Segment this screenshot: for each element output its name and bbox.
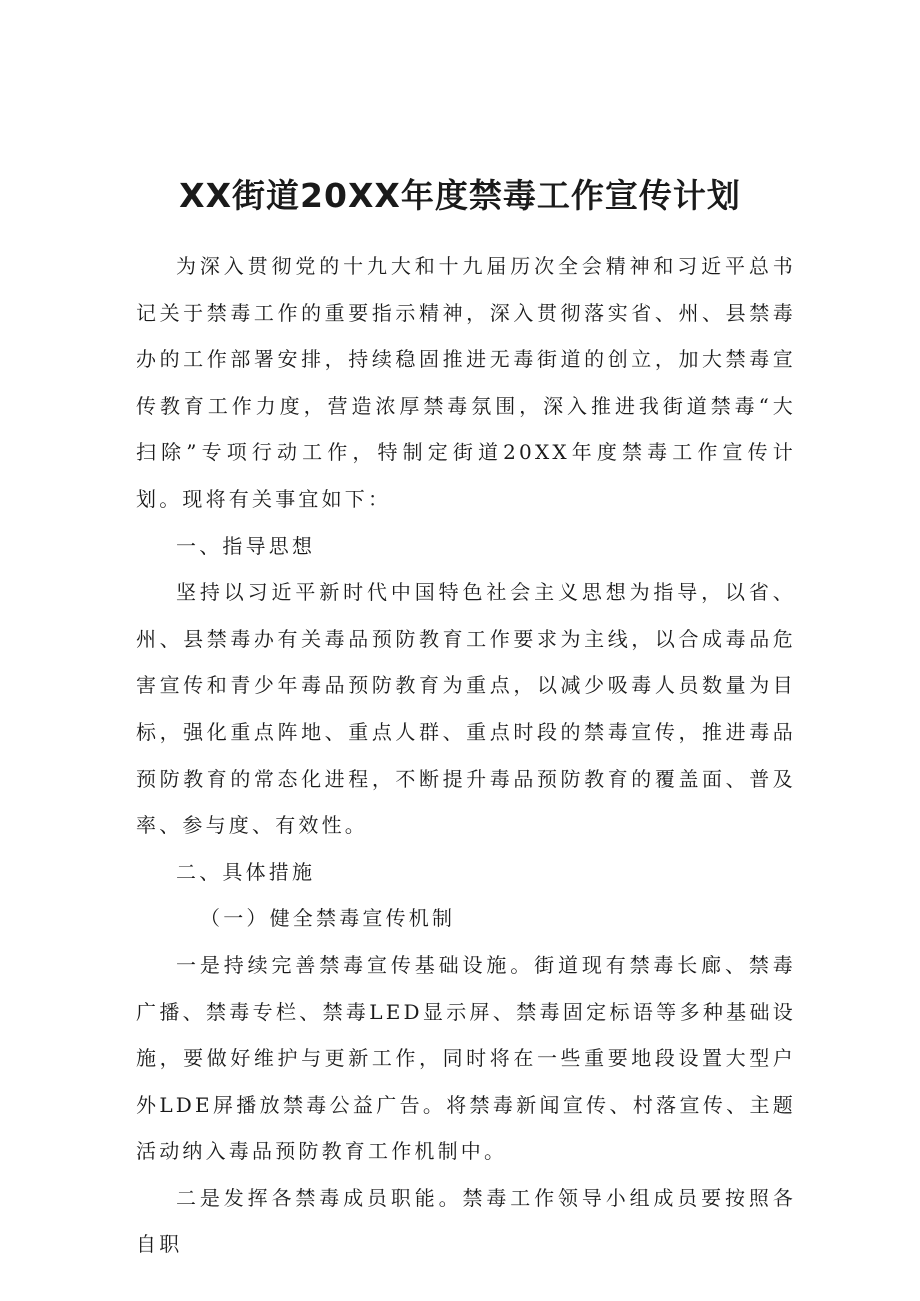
document-body bbox=[136, 243, 796, 1268]
document-title: XX街道20XX年度禁毒工作宣传计划 bbox=[179, 176, 741, 215]
measure-one-paragraph: 一是持续完善禁毒宣传基础设施。街道现有禁毒长廊、禁毒广播、禁毒专栏、禁毒LED显示屏、禁毒固定标语等多种基础设施，要做好维护与更新工作，同时将在一些重要地段设置大型户外LDE屏播放禁毒公益广告。将禁毒新闻宣传、村落宣传、主题活动纳入毒品预防教育工作机制中。 bbox=[136, 952, 796, 1164]
section-heading-specific-measures: 二、具体措施 bbox=[176, 859, 316, 884]
guiding-ideology-paragraph: 坚持以习近平新时代中国特色社会主义思想为指导，以省、州、县禁毒办有关毒品预防教育工作要求为主线，以合成毒品危害宣传和青少年毒品预防教育为重点，以减少吸毒人员数量为目标，强化重点阵地、重点人群、重点时段的禁毒宣传，推进毒品预防教育的常态化进程，不断提升毒品预防教育的覆盖面、普及率、参与度、有效性。 bbox=[136, 580, 796, 838]
section-heading-guiding-ideology: 一、指导思想 bbox=[176, 533, 316, 558]
subsection-heading-mechanism: （一）健全禁毒宣传机制 bbox=[200, 906, 456, 931]
measure-two-paragraph: 二是发挥各禁毒成员职能。禁毒工作领导小组成员要按照各自职 bbox=[136, 1185, 796, 1257]
intro-paragraph: 为深入贯彻党的十九大和十九届历次全会精神和习近平总书记关于禁毒工作的重要指示精神，深入贯彻落实省、州、县禁毒办的工作部署安排，持续稳固推进无毒街道的创立，加大禁毒宣传教育工作力度，营造浓厚禁毒氛围，深入推进我街道禁毒“大扫除”专项行动工作，特制定街道20XX年度禁毒工作宣传计划。现将有关事宜如下： bbox=[136, 254, 796, 511]
